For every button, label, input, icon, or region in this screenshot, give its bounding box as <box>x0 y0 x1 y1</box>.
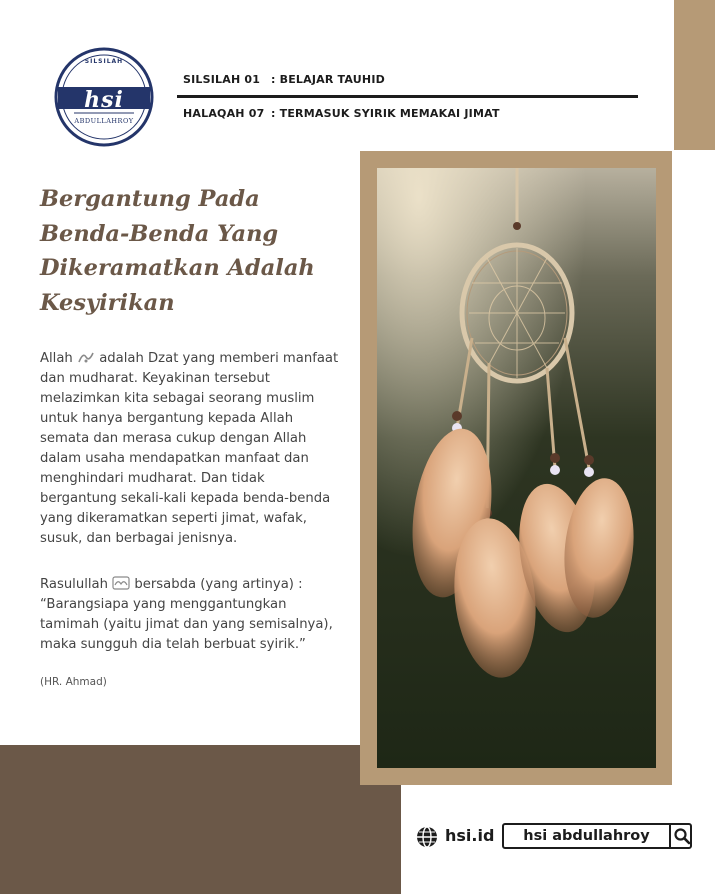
logo-top-text: SILSILAH <box>84 58 124 65</box>
paragraph-line: untuk hanya bergantung kepada Allah <box>40 411 294 426</box>
top-right-accent-bar <box>674 0 715 150</box>
dreamcatcher-photo <box>377 168 656 768</box>
paragraph-line <box>40 575 350 595</box>
lesson-value: : TERMASUK SYIRIK MEMAKAI JIMAT <box>271 107 500 120</box>
paragraph-line: dan mudharat. Keyakinan tersebut <box>40 371 270 386</box>
paragraph-line: bergantung sekali-kali kepada benda-benda <box>40 491 331 506</box>
dreamcatcher-image-icon <box>377 168 656 768</box>
paragraph-line: maka sungguh dia telah berbuat syirik.” <box>40 637 306 652</box>
paragraph-text: Rasulullah <box>40 577 108 592</box>
search-divider <box>669 825 671 847</box>
paragraph-text: bersabda (yang artinya) : <box>134 577 303 592</box>
paragraph-line: susuk, dan berbagai jenisnya. <box>40 531 238 546</box>
lesson-key: HALAQAH 07 <box>183 107 265 120</box>
paragraph-text: adalah Dzat yang memberi manfaat <box>99 351 339 366</box>
title-line: Benda-Benda Yang <box>40 220 279 247</box>
title-line: Bergantung Pada <box>40 186 260 212</box>
calligraphy-glyph-icon <box>77 350 95 364</box>
website-link[interactable]: hsi.id <box>445 826 495 845</box>
hsi-logo <box>54 47 154 147</box>
logo-name: hsi <box>84 87 124 113</box>
globe-icon <box>415 825 439 849</box>
search-icon[interactable] <box>673 827 691 845</box>
logo-bottom-text: ABDULLAHROY <box>74 117 134 125</box>
search-query: hsi abdullahroy <box>523 828 650 844</box>
paragraph-line: dalam usaha mendapatkan manfaat dan <box>40 451 309 466</box>
paragraph-2 <box>40 575 350 655</box>
paragraph-line: menghindari mudharat. Dan tidak <box>40 471 265 486</box>
page-title <box>40 182 340 320</box>
series-key: SILSILAH 01 <box>183 73 261 86</box>
salawat-glyph-icon <box>112 576 130 590</box>
paragraph-line: tamimah (yaitu jimat dan yang semisalnya), <box>40 617 333 632</box>
hadith-source: (HR. Ahmad) <box>40 676 107 688</box>
paragraph-line: melazimkan kita sebagai seorang muslim <box>40 391 315 406</box>
title-line: Kesyirikan <box>40 289 175 316</box>
search-box[interactable] <box>502 823 692 849</box>
paragraph-line: “Barangsiapa yang menggantungkan <box>40 597 287 612</box>
paragraph-line: semata dan merasa cukup dengan Allah <box>40 431 307 446</box>
title-line: Dikeramatkan Adalah <box>40 255 315 281</box>
paragraph-1 <box>40 349 350 549</box>
paragraph-text: Allah <box>40 351 73 366</box>
paragraph-line: yang dikeramatkan seperti jimat, wafak, <box>40 511 307 526</box>
bottom-left-accent-block <box>0 745 401 894</box>
header-divider <box>177 95 638 98</box>
series-value: : BELAJAR TAUHID <box>271 73 385 86</box>
paragraph-line <box>40 349 350 369</box>
